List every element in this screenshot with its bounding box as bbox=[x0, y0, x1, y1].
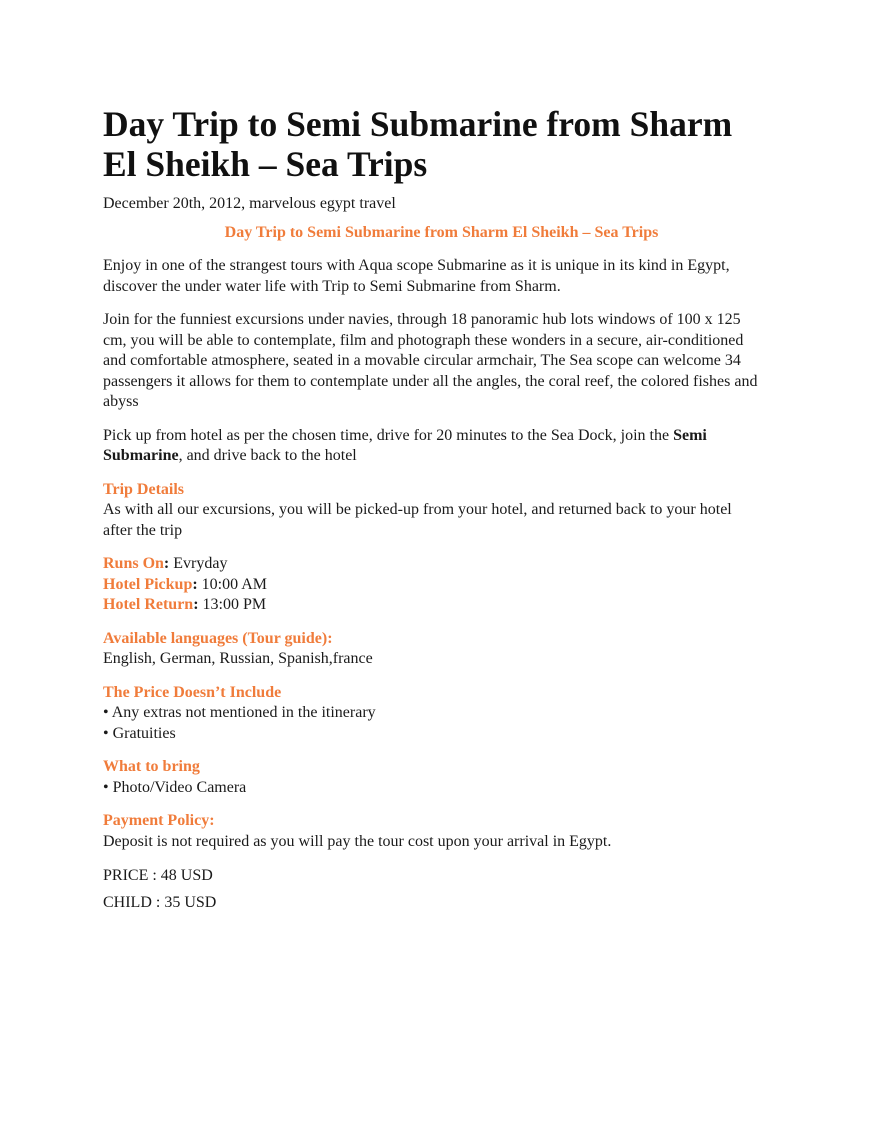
trip-details-text: As with all our excursions, you will be picked-up from your hotel, and returned back to your hotel after the trip bbox=[103, 501, 732, 539]
schedule-section bbox=[103, 554, 760, 616]
runs-on-label: Runs On bbox=[103, 555, 164, 572]
not-included-heading: The Price Doesn’t Include bbox=[103, 683, 282, 701]
semi-submarine-bold: Semi Submarine bbox=[103, 426, 707, 464]
pickup-paragraph bbox=[103, 426, 760, 467]
runs-on-colon: : bbox=[163, 555, 170, 572]
list-item: • Gratuities bbox=[103, 724, 176, 742]
trip-details-heading: Trip Details bbox=[103, 480, 185, 498]
subtitle: Day Trip to Semi Submarine from Sharm El Sheikh – Sea Trips bbox=[224, 224, 659, 241]
child-price: CHILD : 35 USD bbox=[103, 893, 217, 911]
hotel-pickup-row bbox=[103, 575, 760, 596]
list-item: • Photo/Video Camera bbox=[103, 778, 247, 796]
pickup-paragraph-start: Pick up from hotel as per the chosen time, drive for 20 minutes to the Sea Dock, join the bbox=[103, 426, 674, 444]
what-to-bring-heading: What to bring bbox=[103, 758, 200, 775]
page-title: Day Trip to Semi Submarine from Sharm El Sheikh – Sea Trips bbox=[103, 104, 733, 184]
payment-policy-text: Deposit is not required as you will pay the tour cost upon your arrival in Egypt. bbox=[103, 832, 612, 850]
details-paragraph: Join for the funniest excursions under navies, through 18 panoramic hub lots windows of 100 x 125 cm, you will be able to contemplate, film and photograph these wonders in a secure, air-conditioned and comfortable atmosphere, seated in a movable circular armchair, The Sea scope can welcome 34 passengers it allows for them to contemplate under all the angles, the coral reef, the colored fishes and abyss bbox=[103, 311, 758, 410]
runs-on-row bbox=[103, 554, 760, 575]
hotel-pickup-value: 10:00 AM bbox=[197, 575, 268, 593]
not-included-section bbox=[103, 683, 760, 745]
intro-paragraph: Enjoy in one of the strangest tours with Aqua scope Submarine as it is unique in its kind in Egypt, discover the under water life with Trip to Semi Submarine from Sharm. bbox=[103, 257, 730, 295]
trip-details-section bbox=[103, 480, 760, 542]
what-to-bring-section bbox=[103, 757, 760, 798]
hotel-pickup-colon: : bbox=[192, 575, 198, 593]
list-item: • Any extras not mentioned in the itinerary bbox=[103, 704, 376, 721]
payment-policy-heading: Payment Policy: bbox=[103, 812, 215, 829]
hotel-return-colon: : bbox=[193, 596, 199, 613]
payment-policy-section bbox=[103, 811, 760, 852]
languages-heading: Available languages (Tour guide): bbox=[103, 629, 333, 647]
byline: December 20th, 2012, marvelous egypt travel bbox=[103, 195, 396, 212]
languages-section bbox=[103, 629, 760, 670]
languages-text: English, German, Russian, Spanish,france bbox=[103, 650, 373, 667]
hotel-return-row bbox=[103, 595, 760, 616]
runs-on-value: Evryday bbox=[169, 555, 228, 572]
hotel-return-label: Hotel Return bbox=[103, 596, 194, 613]
adult-price: PRICE : 48 USD bbox=[103, 867, 213, 884]
hotel-return-value: 13:00 PM bbox=[198, 596, 267, 613]
pickup-paragraph-end: , and drive back to the hotel bbox=[178, 447, 357, 464]
hotel-pickup-label: Hotel Pickup bbox=[103, 575, 193, 593]
